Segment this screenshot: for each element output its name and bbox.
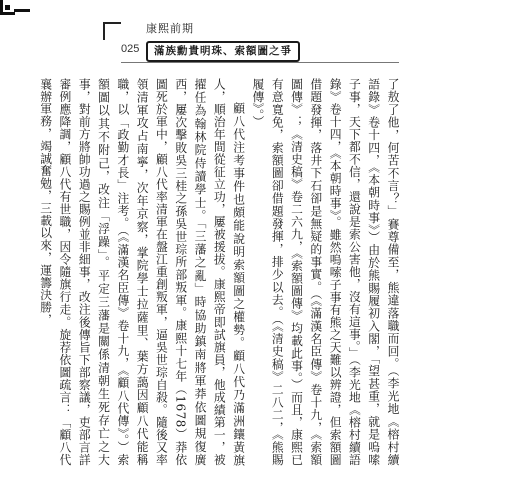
book-title: 康熙前期 <box>146 22 194 35</box>
bottom-corner-ornament <box>0 0 30 20</box>
page-number: 025 <box>121 43 140 55</box>
body-text <box>38 78 402 466</box>
paragraph: 了敖了他，何苦不言？」賽尊備至，熊違落職而回。（李光地《榕村續語錄》卷十四，《本朝時事》）由於熊賜履初入閣，「望甚重，就是嗚嗦子事，天下都不信，還說是索公害他，沒有這事。」（李光地《榕村續語錄》卷十四，《本朝時事》。雖然嗚嗦子事有熊之天難以辨證，但索額圖借題發揮，落井下石卻是無疑的事實。（《滿漢名臣傳》卷十九，《索額圖傳》；《清史稿》卷二六九，《索額圖傳》均載此事。）而且，康熙已有意寬免，索額圖卻借題發揮，排少以去。（《清史稿》二八二，《熊賜履傳》。） <box>250 78 400 466</box>
paragraph: 顧八代注考事件也頗能說明索額圖之權勢。顧八代乃滿洲鑲黃旗人，順治年間從征立功，屢被援拔。康熙帝即試旗員，他成績第一，被擢任為翰林院侍讀學士。「三藩之亂」時協助鎮南將軍莽依圖規復廣西，屢次擊敗吳三桂之孫吳世琮所部叛軍。康熙十七年（1678）莽依圖死於軍中，顧八代率清軍在盤江重創叛軍，逼吳世琮自殺。隨後又率領清軍攻占南寧，次年京察，掌院學士拉薩里、葉方藹因顧八代能稱職，以「政勤才長」注考。（《滿漢名臣傳》卷十九，《顧八代傳》。）索額圖以其不附己，改注「浮躁」。平定三藩是關係清朝生死存亡之大事，對前方將帥功過之賜例並非細事，改注後傳旨下部察議，吏部言詳審例應降調，顧八代有世職，因令隨旗行走。旋荐依圖疏言：「顧八代襄辦軍務，竭誠奮勉，三載以來，運籌決勝， <box>38 78 246 466</box>
header-rule <box>121 62 399 63</box>
chapter-tag: 滿族勳貴明珠、索額圖之爭 <box>146 41 300 62</box>
top-left-corner-ornament <box>103 22 121 40</box>
